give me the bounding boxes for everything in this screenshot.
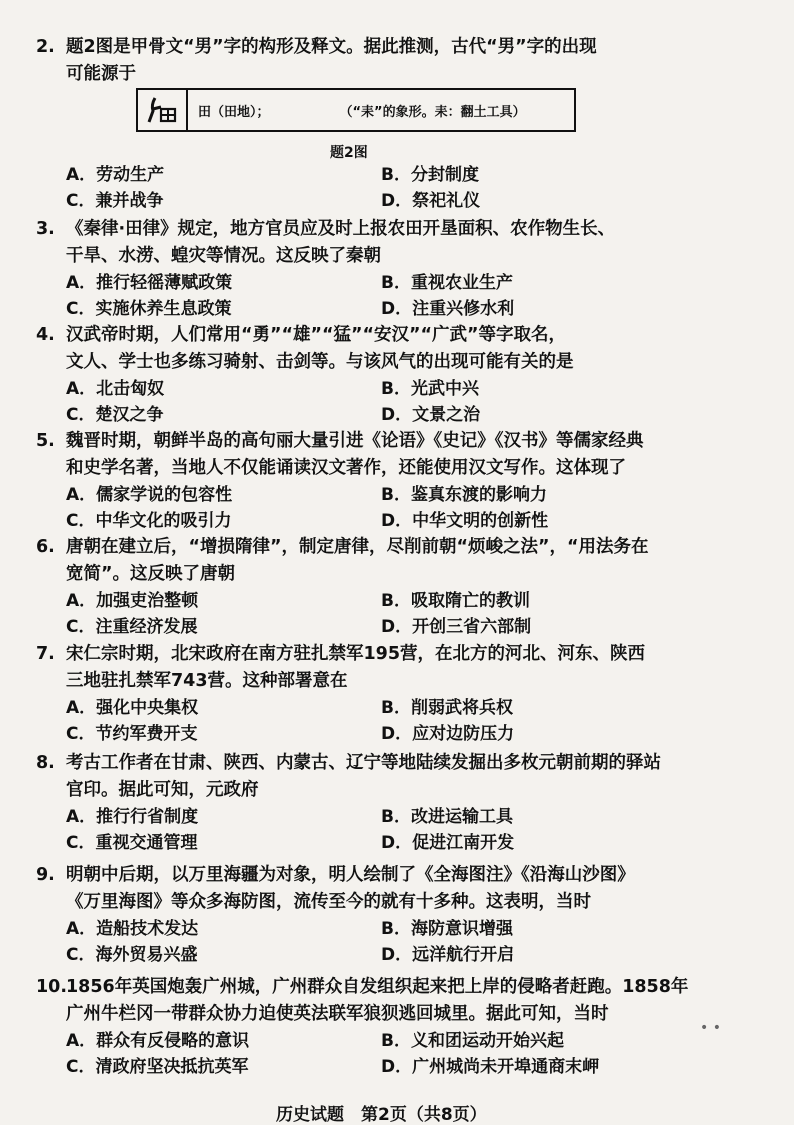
ink-spot-decoration: • • [700, 1020, 721, 1036]
question-stem-line: 唐朝在建立后，“增损隋律”，制定唐律，尽削前朝“烦峻之法”，“用法务在 [66, 537, 649, 557]
question-stem-line: 宋仁宗时期，北宋政府在南方驻扎禁军195营，在北方的河北、河东、陕西 [66, 644, 646, 664]
question-4 [36, 322, 736, 428]
option-a[interactable]: A．劳动生产 [66, 165, 165, 185]
question-number: 3. [36, 219, 55, 239]
question-stem-line: 1856年英国炮轰广州城，广州群众自发组织起来把上岸的侵略者赶跑。1858年 [66, 977, 689, 997]
question-10 [36, 974, 736, 1080]
figure-field-label: 田（田地）； [198, 104, 270, 120]
option-a[interactable]: A．强化中央集权 [66, 698, 199, 718]
option-a[interactable]: A．儒家学说的包容性 [66, 485, 233, 505]
option-d[interactable]: D．促进江南开发 [381, 833, 515, 853]
question-stem-line: 考古工作者在甘肃、陕西、内蒙古、辽宁等地陆续发掘出多枚元朝前期的驿站 [66, 753, 661, 773]
figure-plough-label: （“耒”的象形。耒：翻土工具） [339, 104, 526, 120]
question-number: 2. [36, 37, 55, 57]
option-b[interactable]: B．海防意识增强 [381, 919, 513, 939]
option-d[interactable]: D．开创三省六部制 [381, 617, 532, 637]
option-c[interactable]: C．节约军费开支 [66, 724, 198, 744]
option-d[interactable]: D．文景之治 [381, 405, 481, 425]
question-stem-line: 题2图是甲骨文“男”字的构形及释文。据此推测，古代“男”字的出现 [66, 37, 597, 57]
question-7 [36, 641, 736, 747]
question-number: 4. [36, 325, 55, 345]
question-stem-line: 魏晋时期，朝鲜半岛的高句丽大量引进《论语》《史记》《汉书》等儒家经典 [66, 431, 644, 451]
option-a[interactable]: A．群众有反侵略的意识 [66, 1031, 250, 1051]
question-stem-line: 广州牛栏冈一带群众协力迫使英法联军狼狈逃回城里。据此可知，当时 [66, 1004, 609, 1024]
option-b[interactable]: B．光武中兴 [381, 379, 479, 399]
option-c[interactable]: C．实施休养生息政策 [66, 299, 232, 319]
option-b[interactable]: B．吸取隋亡的教训 [381, 591, 530, 611]
question-number: 10. [36, 977, 68, 997]
option-a[interactable]: A．加强吏治整顿 [66, 591, 199, 611]
question-6 [36, 534, 736, 640]
option-c[interactable]: C．中华文化的吸引力 [66, 511, 232, 531]
option-d[interactable]: D．广州城尚未开埠通商末岬 [381, 1057, 600, 1077]
option-b[interactable]: B．义和团运动开始兴起 [381, 1031, 564, 1051]
option-c[interactable]: C．楚汉之争 [66, 405, 164, 425]
option-c[interactable]: C．兼并战争 [66, 191, 164, 211]
question-2 [36, 34, 736, 88]
option-a[interactable]: A．推行轻徭薄赋政策 [66, 273, 233, 293]
option-d[interactable]: D．祭祀礼仪 [381, 191, 481, 211]
question-number: 7. [36, 644, 55, 664]
option-b[interactable]: B．分封制度 [381, 165, 479, 185]
option-a[interactable]: A．推行行省制度 [66, 807, 199, 827]
option-d[interactable]: D．应对边防压力 [381, 724, 515, 744]
question-number: 8. [36, 753, 55, 773]
question-stem-line: 可能源于 [66, 64, 136, 84]
figure-caption: 题2图 [330, 145, 368, 161]
option-a[interactable]: A．造船技术发达 [66, 919, 199, 939]
option-d[interactable]: D．注重兴修水利 [381, 299, 515, 319]
option-b[interactable]: B．改进运输工具 [381, 807, 513, 827]
question-9 [36, 862, 736, 968]
question-stem-line: 干旱、水涝、蝗灾等情况。这反映了秦朝 [66, 246, 381, 266]
option-a[interactable]: A．北击匈奴 [66, 379, 165, 399]
oracle-bone-nan-glyph [138, 90, 188, 130]
question-number: 9. [36, 865, 55, 885]
option-b[interactable]: B．重视农业生产 [381, 273, 513, 293]
option-c[interactable]: C．注重经济发展 [66, 617, 198, 637]
question-stem-line: 三地驻扎禁军743营。这种部署意在 [66, 671, 348, 691]
option-d[interactable]: D．远洋航行开启 [381, 945, 515, 965]
option-c[interactable]: C．海外贸易兴盛 [66, 945, 198, 965]
question-stem-line: 文人、学士也多练习骑射、击剑等。与该风气的出现可能有关的是 [66, 352, 574, 372]
question-number: 6. [36, 537, 55, 557]
question-stem-line: 《秦律·田律》规定，地方官员应及时上报农田开垦面积、农作物生长、 [66, 219, 616, 239]
question-stem-line: 宽简”。这反映了唐朝 [66, 564, 236, 584]
oracle-bone-figure [136, 88, 576, 132]
question-5 [36, 428, 736, 534]
question-stem-line: 明朝中后期，以万里海疆为对象，明人绘制了《全海图注》《沿海山沙图》 [66, 865, 635, 885]
question-number: 5. [36, 431, 55, 451]
option-b[interactable]: B．削弱武将兵权 [381, 698, 513, 718]
option-c[interactable]: C．清政府坚决抵抗英军 [66, 1057, 249, 1077]
question-stem-line: 《万里海图》等众多海防图，流传至今的就有十多种。这表明，当时 [66, 892, 591, 912]
question-8 [36, 750, 736, 856]
option-c[interactable]: C．重视交通管理 [66, 833, 198, 853]
option-d[interactable]: D．中华文明的创新性 [381, 511, 549, 531]
question-2-options [36, 162, 736, 214]
question-3 [36, 216, 736, 322]
option-b[interactable]: B．鉴真东渡的影响力 [381, 485, 547, 505]
question-stem-line: 官印。据此可知，元政府 [66, 780, 259, 800]
question-stem-line: 汉武帝时期，人们常用“勇”“雄”“猛”“安汉”“广武”等字取名， [66, 325, 567, 345]
page-footer: 历史试题 第2页（共8页） [276, 1105, 487, 1125]
question-stem-line: 和史学名著，当地人不仅能诵读汉文著作，还能使用汉文写作。这体现了 [66, 458, 626, 478]
